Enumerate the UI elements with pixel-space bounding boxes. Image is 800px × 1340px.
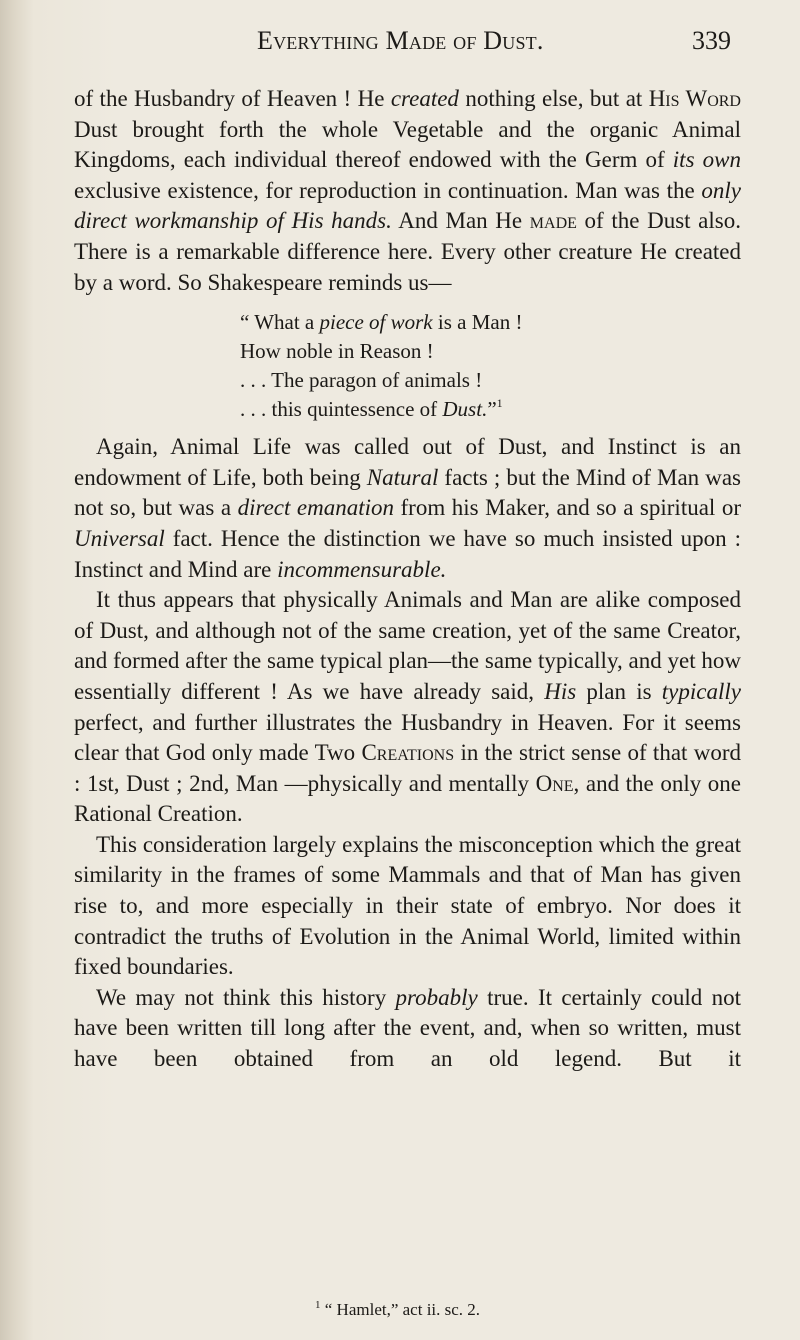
paragraph-4: This consideration largely explains the misconception which the great similarity in the frames of some Mammals and that of Man has given rise to, and more especially in their state of embryo. Nor does it contradict the truths of Evolution in the Animal World, limited within fixed boundaries. [74,831,741,980]
italic-run: incommensurable. [277,556,447,582]
italic-run: created [390,86,459,111]
text-run: facts ; but the Mind of Man was not so, but was a [74,464,741,521]
quote-line-4 [240,395,741,424]
text-run: Again, Animal Life was called out of Dust, and Instinct is an endowment of Life, both being [74,434,741,490]
text-run: It thus appears that physically Animals and Man are alike composed of Dust, and although not of the same creation, yet of the same Creator, and formed after the same typical plan—the same typically, and yet how essentially different ! As we have already said, [74,587,741,704]
quote-line-1 [240,308,741,337]
quote-line-3: . . . The paragon of animals ! [240,368,483,393]
text-run: exclusive existence, for reproduction in continuation. Man was the [74,177,702,203]
footnote-reference[interactable]: 1 [496,396,503,411]
italic-run: its own [672,147,741,173]
text-run: true. It certainly could not have been written till long after the event, and, when so written, must have been obtained from an old legend. But it [74,984,741,1072]
paragraph-1 [74,84,741,298]
italic-run: only direct workmanship of His hands. [74,177,741,234]
text-run: of the Husbandry of Heaven ! He [74,86,391,111]
page-body [74,84,741,1075]
text-run: , and the only one Rational Creation. [74,770,741,827]
running-head: Everything Made of Dust. [257,26,544,55]
page-header [0,26,800,66]
footnote-text: “ Hamlet,” act ii. sc. 2. [320,1300,481,1319]
text-run: plan is [576,678,662,704]
small-caps-run: Creations [361,740,455,766]
small-caps-run: made [529,208,577,234]
text-run: is a Man ! [432,310,523,335]
italic-run: probably [395,984,478,1010]
small-caps-run: His Word [648,86,741,111]
paragraph-5 [74,983,741,1075]
paragraph-2 [74,432,741,585]
text-run: We may not think this history [96,984,396,1010]
italic-run: Natural [366,464,439,490]
italic-run: Dust. [442,397,488,422]
italic-run: direct emanation [237,495,394,521]
text-run: nothing else, but at [458,86,649,111]
text-run: fact. Hence the distinction we have so much insisted upon : Instinct and Mind are [74,525,741,582]
text-run: “ What a [240,310,320,335]
footnote-mark: 1 [315,1299,321,1311]
italic-run: Universal [74,525,165,551]
paragraph-3 [74,585,741,830]
shakespeare-quote [240,308,741,424]
quote-line-2: How noble in Reason ! [240,339,434,364]
text-run: And Man He [391,208,530,234]
text-run: Dust brought forth the whole Vegetable and the organic Animal Kingdoms, each individual thereof endowed with the Germ of [74,116,741,173]
text-run: of the Dust also. There is a remarkable difference here. Every other creature He created by a word. So Shakespeare reminds us— [74,208,741,295]
text-run: in the strict sense of that word : 1st, Dust ; 2nd, Man —physically and mentally [74,740,741,796]
page-number: 339 [692,26,731,55]
italic-run: His [544,678,577,704]
text-run: . . . this quintessence of [240,397,443,422]
text-run: from his Maker, and so a spiritual or [394,495,741,521]
italic-run: piece of work [319,310,433,335]
text-run: perfect, and further illustrates the Husbandry in Heaven. For it seems clear that God only made Two [74,709,741,766]
italic-run: typically [661,678,741,704]
text-run: ” [487,397,497,422]
footnote [315,1300,480,1320]
small-caps-run: One [535,770,574,796]
